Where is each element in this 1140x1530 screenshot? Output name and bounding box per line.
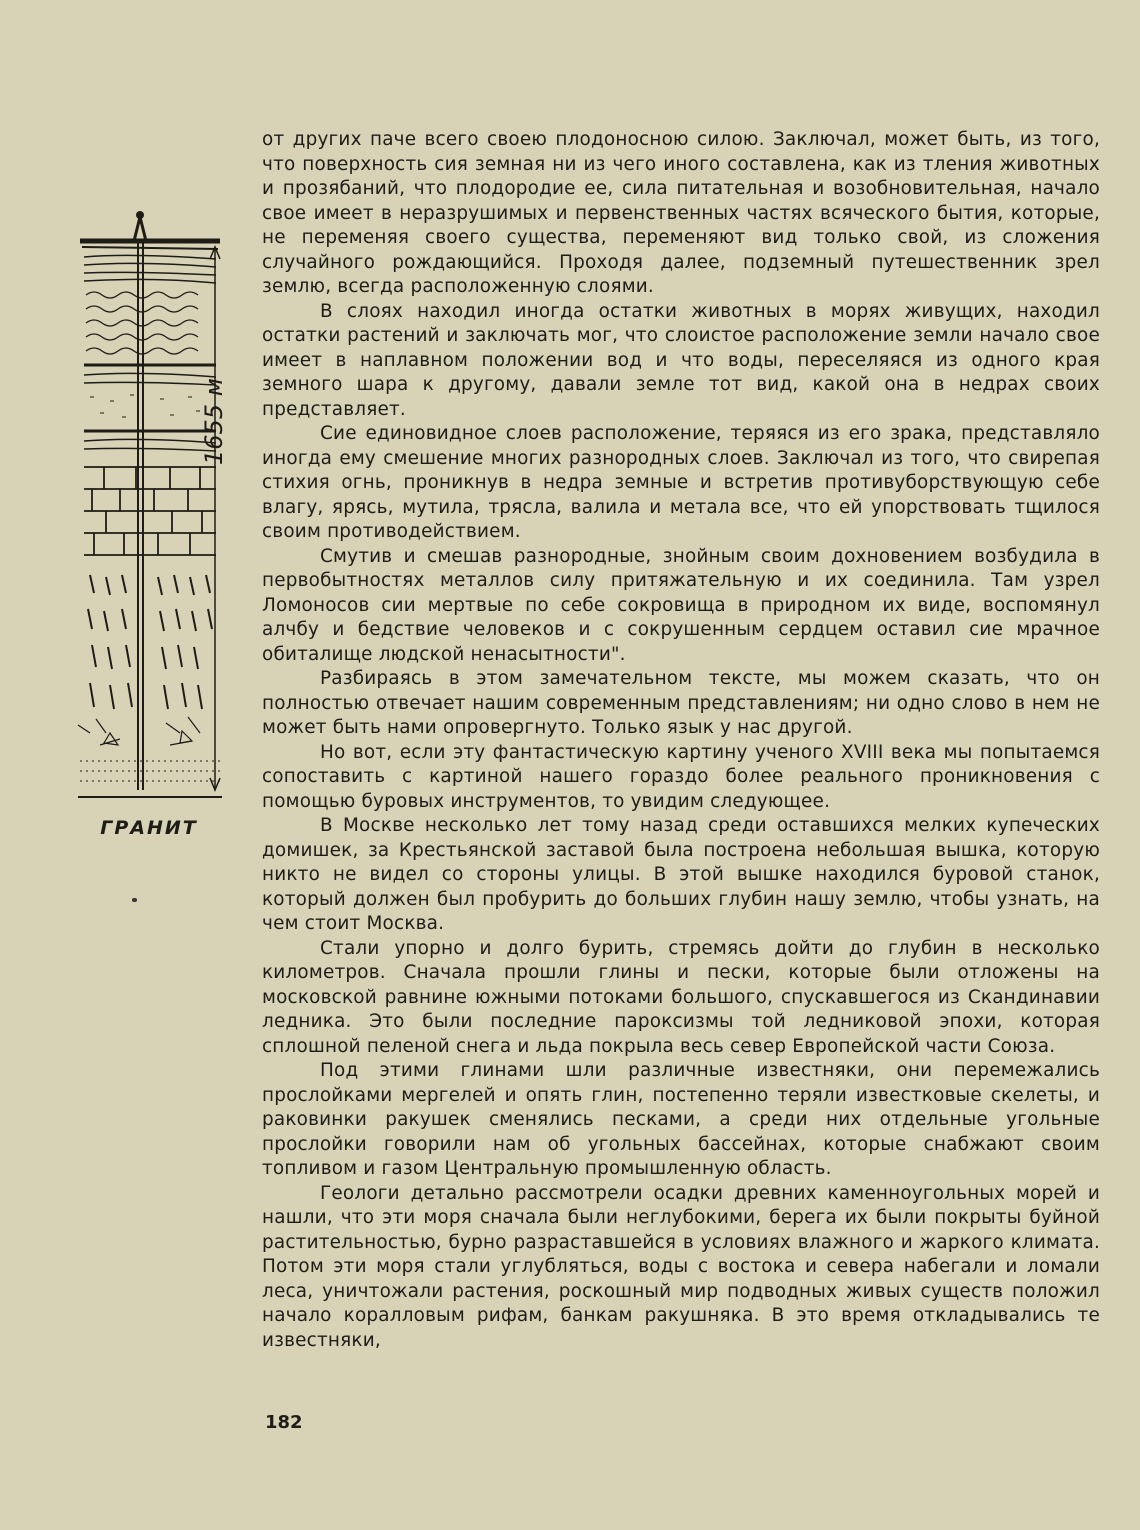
paragraph: Сие единовидное слоев расположение, теряяся из его зрака, представляло иногда ему смешение многих разнородных слоев. Заключал из того, что свирепая стихия огнь, проникнув в недра земные и встретив противуборствующую себе влагу, ярясь, мутила, трясла, валила и метала все, что ей упорствовать тщилося своим противодействием. <box>262 423 1100 542</box>
depth-label: 1655 м <box>200 378 228 465</box>
paragraph: Разбираясь в этом замечательном тексте, мы можем сказать, что он полностью отвечает нашим современным представлениям; ни одно слово в нем не может быть нами опровергнуто. Только язык у нас другой. <box>262 668 1100 738</box>
paragraph: Смутив и смешав разнородные, знойным своим дохновением возбудила в первобытностях металлов силу притяжательную и их соединила. Там узрел Ломоносов сии мертвые по себе сокровища в природном их виде, воспомянул алчбу и бедствие человеков и с сокрушенным сердцем оставил сие мрачное обиталище людской ненасытности". <box>262 545 1100 665</box>
print-speck <box>132 898 137 902</box>
body-text <box>262 128 1100 1353</box>
paragraph: Но вот, если эту фантастическую картину ученого XVIII века мы попытаемся сопоставить с картиной нашего гораздо более реального проникновения с помощью буровых инструментов, то увидим следующее. <box>262 741 1100 812</box>
granite-label: ГРАНИТ <box>100 817 198 839</box>
paragraph: Под этими глинами шли различные известняки, они перемежались прослойками мергелей и опять глин, постепенно теряли известковые скелеты, и раковинки ракушек сменялись песками, а среди них отдельные угольные прослойки говорили нам об угольных бассейнах, которые снабжают своим топливом и газом Центральную промышленную область. <box>262 1060 1100 1179</box>
paragraph: Стали упорно и долго бурить, стремясь дойти до глубин в несколько километров. Сначала прошли глины и пески, которые были отложены на московской равнине южными потоками большого, спускавшегося из Скандинавии ледника. Это были последние пароксизмы той ледниковой эпохи, которая сплошной пеленой снега и льда покрыла весь север Европейской части Союза. <box>262 937 1100 1057</box>
borehole-illustration <box>70 205 230 845</box>
paragraph: В слоях находил иногда остатки животных в морях живущих, находил остатки растений и заключать мог, что слоистое расположение земли начало свое имеет в наплавном положении вод и что воды, переселяяся из одного края земного шара к другому, давали земле тот вид, какой она в недрах своих представляет. <box>262 300 1100 420</box>
page-number: 182 <box>265 1412 303 1433</box>
borehole-section-drawing <box>70 205 230 845</box>
paragraph: В Москве несколько лет тому назад среди оставшихся мелких купеческих домишек, за Крестьянской заставой была построена небольшая вышка, которую никто не видел со стороны улицы. В этой вышке находился буровой станок, который должен был пробурить до больших глубин нашу землю, чтобы узнать, на чем стоит Москва. <box>262 815 1100 934</box>
paragraph: от других паче всего своею плодоносною силою. Заключал, может быть, из того, что поверхность сия земная ни из чего иного составлена, как из тления животных и прозябаний, что плодородие ее, сила питательная и возобновительная, начало свое имеет в неразрушимых и первенственных частях всяческого бытия, которые, не переменяя своего существа, переменяют вид только свой, из сложения случайного рождающийся. Проходя далее, подземный путешественник зрел землю, всегда расположенную слоями. <box>262 129 1100 297</box>
paragraph: Геологи детально рассмотрели осадки древних каменноугольных морей и нашли, что эти моря сначала были неглубокими, берега их были покрыты буйной растительностью, бурно разраставшейся в условиях влажного и жаркого климата. Потом эти моря стали углубляться, воды с востока и севера набегали и ломали леса, уничтожали растения, роскошный мир подводных живых существ положил начало коралловым рифам, банкам ракушняка. В это время откладывались те известняки, <box>262 1182 1100 1351</box>
